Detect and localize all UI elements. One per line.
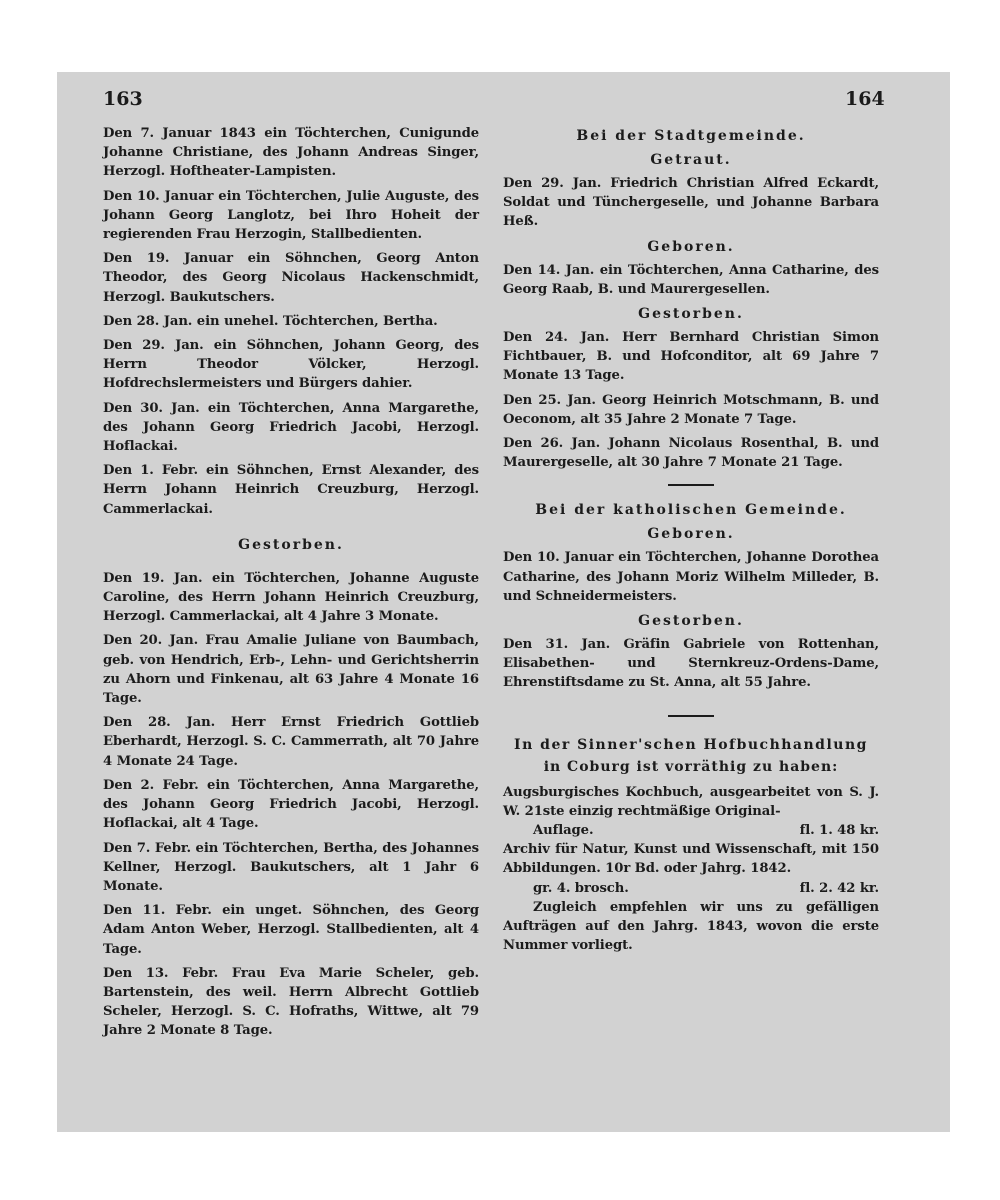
section-divider [668, 484, 714, 486]
section-divider [668, 715, 714, 717]
death-entry: Den 2. Febr. ein Töchterchen, Anna Margarethe, des Johann Georg Friedrich Jacobi, Herzogl. Hoflackai, alt 4 Tage. [103, 777, 479, 832]
book-price: fl. 1. 48 kr. [799, 823, 879, 839]
marriage-entry: Den 29. Jan. Friedrich Christian Alfred Eckardt, Soldat und Tünchergeselle, und Johanne Barbara Heß. [503, 176, 879, 230]
book-price: fl. 2. 42 kr. [799, 880, 879, 896]
birth-entry: Den 10. Januar ein Töchterchen, Johanne Dorothea Catharine, des Johann Moriz Wilhelm Milleder, B. und Schneidermeisters. [503, 550, 879, 604]
death-entry: Den 26. Jan. Johann Nicolaus Rosenthal, B. und Maurergeselle, alt 30 Jahre 7 Monate 21 Tage. [503, 436, 879, 471]
birth-entry: Den 7. Januar 1843 ein Töchterchen, Cunigunde Johanne Christiane, des Johann Andreas Singer, Herzogl. Hoftheater-Lampisten. [103, 126, 479, 180]
birth-entry: Den 14. Jan. ein Töchterchen, Anna Catharine, des Georg Raab, B. und Maurergesellen. [503, 262, 879, 297]
birth-entry: Den 29. Jan. ein Söhnchen, Johann Georg, des Herrn Theodor Völcker, Herzogl. Hofdrechslermeisters und Bürgers dahier. [103, 338, 479, 392]
subheading-died: Gestorben. [638, 306, 744, 323]
book-title-text: Archiv für Natur, Kunst und Wissenschaft, mit 150 Abbildungen. 10r Bd. oder Jahrg. 1842. [503, 842, 879, 877]
section-heading-deaths: Gestorben. [238, 536, 344, 553]
death-entry: Den 25. Jan. Georg Heinrich Motschmann, B. und Oeconom, alt 35 Jahre 2 Monate 7 Tage. [503, 392, 879, 427]
birth-entry: Den 1. Febr. ein Söhnchen, Ernst Alexander, des Herrn Johann Heinrich Creuzburg, Herzogl. Cammerlackai. [103, 463, 479, 517]
birth-entry: Den 10. Januar ein Töchterchen, Julie Auguste, des Johann Georg Langlotz, bei Ihro Hoheit der regierenden Frau Herzogin, Stallbedienten. [103, 188, 479, 243]
section-heading-stadtgemeinde: Bei der Stadtgemeinde. [576, 128, 806, 144]
birth-entry: Den 28. Jan. ein unehel. Töchterchen, Bertha. [103, 313, 438, 329]
death-entry: Den 13. Febr. Frau Eva Marie Scheler, geb. Bartenstein, des weil. Herrn Albrecht Gottlieb Scheler, Herzogl. S. C. Hofraths, Wittwe, alt 79 Jahre 2 Monate 8 Tage. [103, 965, 479, 1039]
birth-entry: Den 19. Januar ein Söhnchen, Georg Anton Theodor, des Georg Nicolaus Hackenschmidt, Herzogl. Baukutschers. [103, 251, 479, 305]
book-price-line [503, 879, 879, 898]
right-column [503, 124, 879, 960]
death-entry: Den 19. Jan. ein Töchterchen, Johanne Auguste Caroline, des Herrn Johann Heinrich Creuzburg, Herzogl. Cammerlackai, alt 4 Jahre 3 Monate. [103, 570, 479, 625]
advert-book-kochbuch [503, 783, 879, 841]
advert-book-archiv [503, 840, 879, 898]
subheading-born: Geboren. [647, 238, 735, 255]
death-entry: Den 7. Febr. ein Töchterchen, Bertha, des Johannes Kellner, Herzogl. Baukutschers, alt 1 Jahr 6 Monate. [103, 840, 479, 894]
death-entry: Den 24. Jan. Herr Bernhard Christian Simon Fichtbauer, B. und Hofconditor, alt 69 Jahre 7 Monate 13 Tage. [503, 330, 879, 384]
page-number-right: 164 [845, 88, 885, 110]
birth-entry: Den 30. Jan. ein Töchterchen, Anna Margarethe, des Johann Georg Friedrich Jacobi, Herzogl. Hoflackai. [103, 400, 479, 455]
advert-heading-line2: in Coburg ist vorräthig zu haben: [543, 758, 839, 775]
subheading-born: Geboren. [647, 526, 735, 543]
book-title-text: Augsburgisches Kochbuch, ausgearbeitet von S. J. W. 21ste einzig rechtmäßige Original- [503, 784, 879, 819]
left-column [103, 124, 479, 1046]
advert-heading-line1: In der Sinner'schen Hofbuchhandlung [514, 736, 868, 753]
book-format: gr. 4. brosch. [533, 880, 629, 896]
book-price-line [503, 821, 879, 840]
subheading-died: Gestorben. [638, 613, 744, 630]
section-heading-katholisch: Bei der katholischen Gemeinde. [535, 502, 847, 519]
death-entry: Den 11. Febr. ein unget. Söhnchen, des Georg Adam Anton Weber, Herzogl. Stallbedienten, alt 4 Tage. [103, 903, 479, 957]
advert-closing: Zugleich empfehlen wir uns zu gefälligen Aufträgen auf den Jahrg. 1843, wovon die erste Nummer vorliegt. [503, 899, 879, 954]
death-entry: Den 31. Jan. Gräfin Gabriele von Rottenhan, Elisabethen- und Sternkreuz-Ordens-Dame, Ehrenstiftsdame zu St. Anna, alt 55 Jahre. [503, 637, 879, 691]
page-number-left: 163 [103, 88, 143, 110]
death-entry: Den 20. Jan. Frau Amalie Juliane von Baumbach, geb. von Hendrich, Erb-, Lehn- und Gerichtsherrin zu Ahorn und Finkenau, alt 63 Jahre 4 Monate 16 Tage. [103, 633, 479, 707]
book-edition: Auflage. [533, 823, 594, 839]
subheading-married: Getraut. [650, 152, 732, 168]
death-entry: Den 28. Jan. Herr Ernst Friedrich Gottlieb Eberhardt, Herzogl. S. C. Cammerrath, alt 70 Jahre 4 Monate 24 Tage. [103, 715, 479, 769]
